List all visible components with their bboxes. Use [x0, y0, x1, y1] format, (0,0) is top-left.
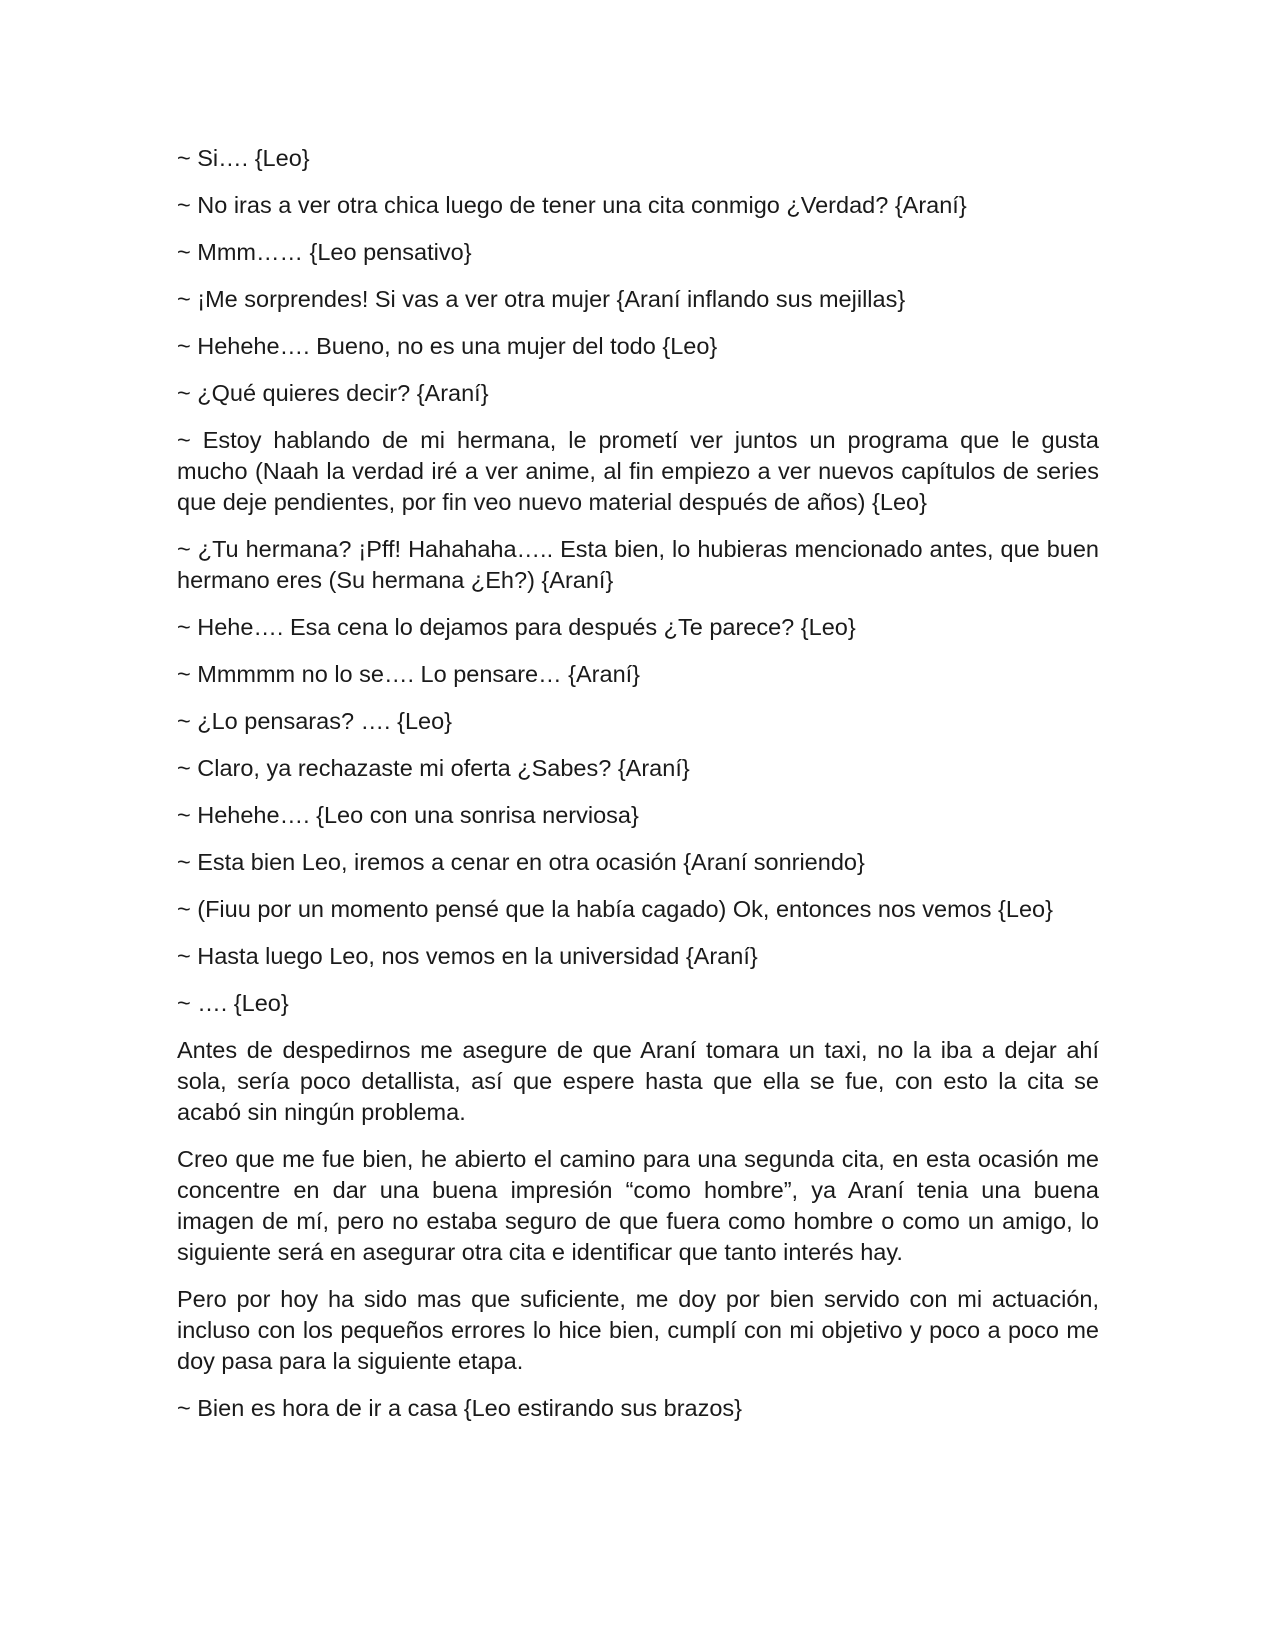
- narration-paragraph: Antes de despedirnos me asegure de que Araní tomara un taxi, no la iba a dejar ahí sola, sería poco detallista, así que espere hasta que ella se fue, con esto la cita se acabó sin ningún problema.: [177, 1037, 1099, 1125]
- dialogue-line: ~ …. {Leo}: [177, 990, 289, 1016]
- body-text: [177, 143, 1099, 1440]
- dialogue-line: ~ ¿Qué quieres decir? {Araní}: [177, 380, 489, 406]
- dialogue-line: ~ No iras a ver otra chica luego de tener una cita conmigo ¿Verdad? {Araní}: [177, 192, 967, 218]
- dialogue-line: ~ Mmmmm no lo se…. Lo pensare… {Araní}: [177, 661, 641, 687]
- dialogue-line: ~ Si…. {Leo}: [177, 145, 310, 171]
- dialogue-line: ~ Hehe…. Esa cena lo dejamos para después ¿Te parece? {Leo}: [177, 614, 856, 640]
- dialogue-line: ~ Estoy hablando de mi hermana, le prometí ver juntos un programa que le gusta mucho (Naah la verdad iré a ver anime, al fin empiezo a ver nuevos capítulos de series que deje pendientes, por fin veo nuevo material después de años) {Leo}: [177, 427, 1099, 515]
- dialogue-line: ~ Mmm…… {Leo pensativo}: [177, 239, 472, 265]
- dialogue-line: ~ ¡Me sorprendes! Si vas a ver otra mujer {Araní inflando sus mejillas}: [177, 286, 906, 312]
- dialogue-line: ~ ¿Lo pensaras? …. {Leo}: [177, 708, 453, 734]
- dialogue-line: ~ (Fiuu por un momento pensé que la había cagado) Ok, entonces nos vemos {Leo}: [177, 896, 1053, 922]
- dialogue-line: ~ ¿Tu hermana? ¡Pff! Hahahaha….. Esta bien, lo hubieras mencionado antes, que buen hermano eres (Su hermana ¿Eh?) {Araní}: [177, 536, 1099, 593]
- dialogue-line: ~ Esta bien Leo, iremos a cenar en otra ocasión {Araní sonriendo}: [177, 849, 865, 875]
- narration-paragraph: Pero por hoy ha sido mas que suficiente, me doy por bien servido con mi actuación, incluso con los pequeños errores lo hice bien, cumplí con mi objetivo y poco a poco me doy pasa para la siguiente etapa.: [177, 1286, 1099, 1374]
- dialogue-line: ~ Hasta luego Leo, nos vemos en la universidad {Araní}: [177, 943, 758, 969]
- dialogue-line: ~ Bien es hora de ir a casa {Leo estirando sus brazos}: [177, 1395, 743, 1421]
- dialogue-line: ~ Claro, ya rechazaste mi oferta ¿Sabes? {Araní}: [177, 755, 690, 781]
- narration-paragraph: Creo que me fue bien, he abierto el camino para una segunda cita, en esta ocasión me concentre en dar una buena impresión “como hombre”, ya Araní tenia una buena imagen de mí, pero no estaba seguro de que fuera como hombre o como un amigo, lo siguiente será en asegurar otra cita e identificar que tanto interés hay.: [177, 1146, 1099, 1265]
- dialogue-line: ~ Hehehe…. {Leo con una sonrisa nerviosa}: [177, 802, 639, 828]
- dialogue-line: ~ Hehehe…. Bueno, no es una mujer del todo {Leo}: [177, 333, 718, 359]
